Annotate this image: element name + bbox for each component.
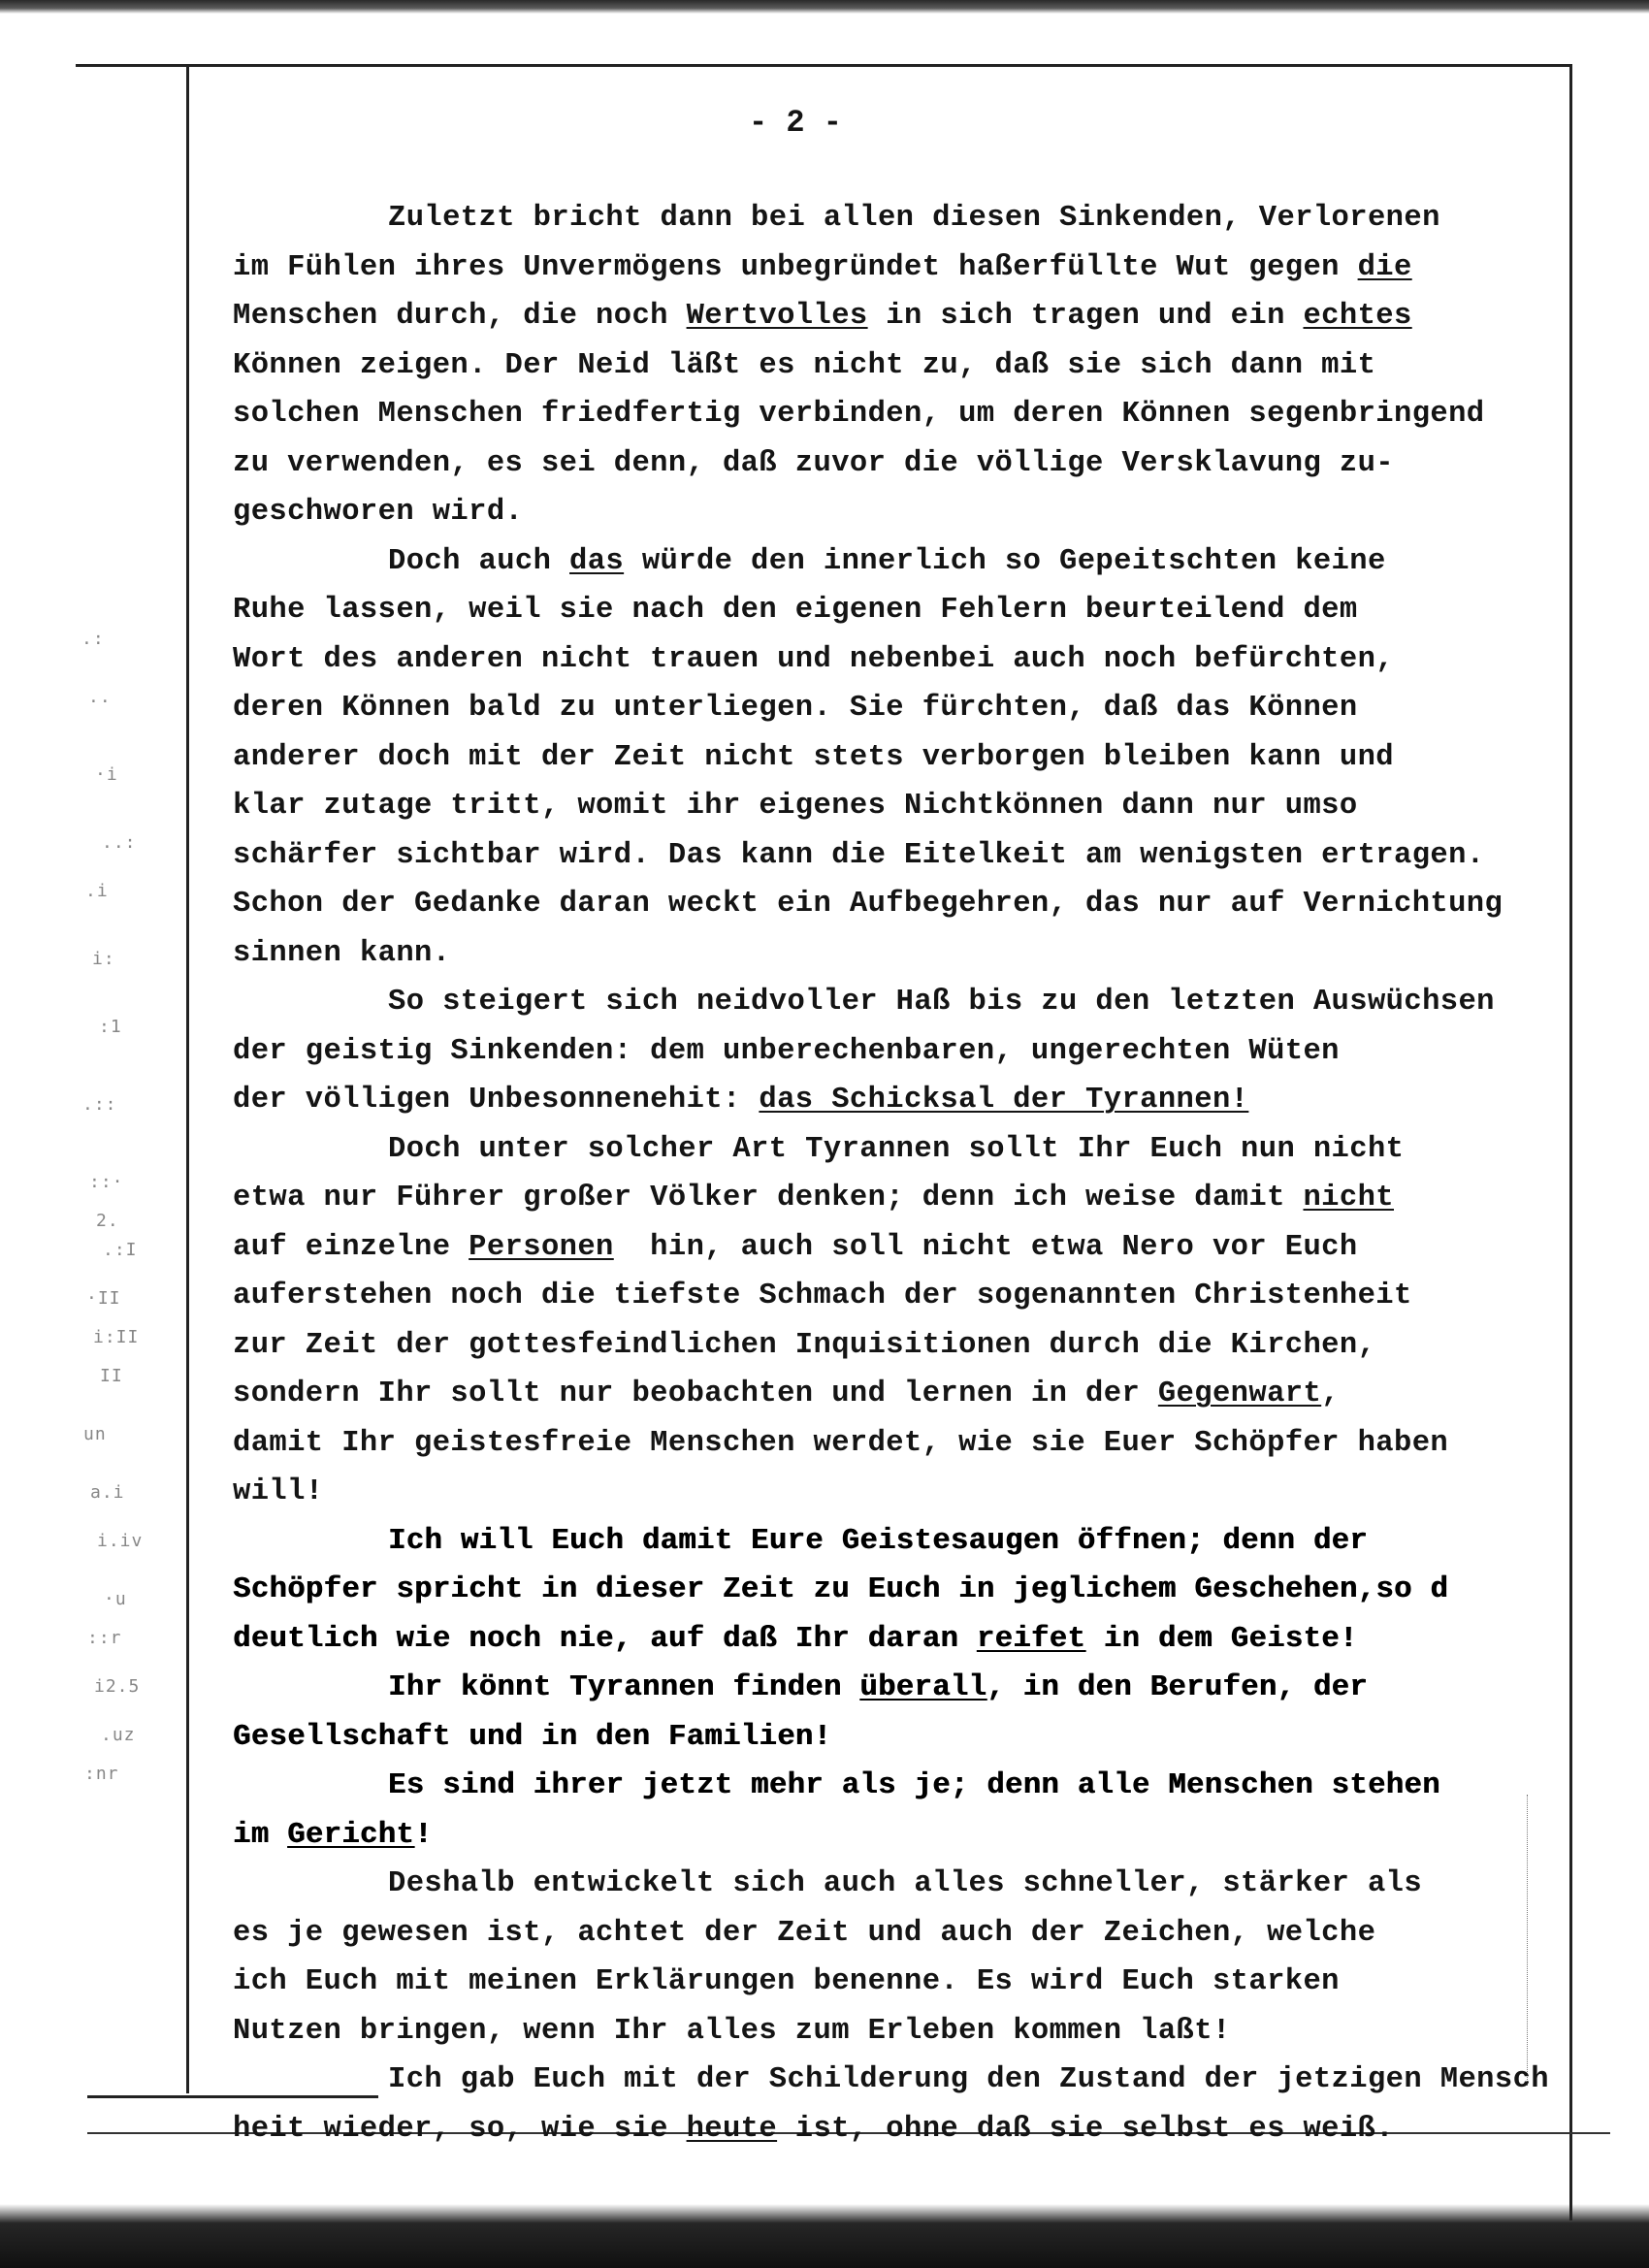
text-line <box>233 390 1542 439</box>
underlined-word: Wertvolles <box>686 300 868 333</box>
text-segment: sondern Ihr sollt nur beobachten und lernen in der <box>233 1377 1158 1410</box>
text-line <box>233 1517 1542 1567</box>
text-line <box>233 1762 1542 1811</box>
text-line <box>233 2007 1542 2057</box>
text-line <box>233 1713 1542 1763</box>
text-segment: zur Zeit der gottesfeindlichen Inquisitionen durch die Kirchen, <box>233 1328 1376 1362</box>
text-line <box>233 537 1542 587</box>
text-segment: Gesellschaft und in den Familien! <box>233 1720 832 1754</box>
text-segment: in dem Geiste! <box>1085 1622 1358 1656</box>
margin-mark: .:: <box>82 1094 117 1115</box>
text-segment: Zuletzt bricht dann bei allen diesen Sinkenden, Verlorenen <box>388 202 1440 235</box>
text-line <box>233 635 1542 685</box>
text-segment: ist, ohne daß sie selbst es weiß. <box>777 2112 1394 2146</box>
text-line <box>233 292 1542 341</box>
margin-mark: II <box>100 1366 123 1386</box>
text-segment: hin, auch soll nicht etwa Nero vor Euch <box>613 1230 1358 1264</box>
text-segment: Menschen durch, die noch <box>233 300 687 333</box>
text-line <box>233 1125 1542 1175</box>
margin-mark: a.i <box>90 1482 125 1503</box>
margin-mark: i.iv <box>97 1531 144 1551</box>
text-segment: Deshalb entwickelt sich auch alles schneller, stärker als <box>388 1867 1423 1900</box>
text-segment: Doch auch <box>388 544 570 578</box>
margin-mark: i2.5 <box>94 1676 141 1697</box>
text-line <box>233 1370 1542 1419</box>
underlined-word: die <box>1357 250 1412 284</box>
margin-mark: .. <box>88 687 112 707</box>
underlined-word: das <box>569 544 625 578</box>
margin-mark: :nr <box>84 1764 119 1784</box>
text-segment: Schöpfer spricht in dieser Zeit zu Euch in jeglichem Geschehen,so d <box>233 1573 1449 1606</box>
underlined-word: heute <box>686 2112 778 2146</box>
text-line <box>233 831 1542 881</box>
text-segment: schärfer sichtbar wird. Das kann die Eitelkeit am wenigsten ertragen. <box>233 838 1485 872</box>
text-segment: anderer doch mit der Zeit nicht stets verborgen bleiben kann und <box>233 740 1394 774</box>
margin-mark: .:I <box>103 1240 138 1260</box>
text-line <box>233 1419 1542 1469</box>
text-line <box>233 1664 1542 1713</box>
text-segment: geschworen wird. <box>233 496 524 529</box>
text-segment: Ich gab Euch mit der Schilderung den Zustand der jetzigen Mensch <box>388 2063 1549 2096</box>
text-line <box>233 1174 1542 1223</box>
text-segment: auf einzelne <box>233 1230 469 1264</box>
margin-mark: ·i <box>95 764 118 785</box>
text-line <box>233 341 1542 391</box>
underlined-word: reifet <box>976 1622 1086 1656</box>
margin-mark: .i <box>85 881 109 901</box>
text-segment: der völligen Unbesonnenehit: <box>233 1084 760 1117</box>
text-segment: deren Können bald zu unterliegen. Sie fürchten, daß das Können <box>233 692 1358 725</box>
text-segment: Ruhe lassen, weil sie nach den eigenen Fehlern beurteilend dem <box>233 594 1358 627</box>
text-line <box>233 1027 1542 1077</box>
text-line <box>233 488 1542 537</box>
margin-mark: .: <box>81 629 105 649</box>
underlined-word: überall <box>859 1671 987 1704</box>
margin-mark: :1 <box>99 1017 122 1037</box>
margin-mark: ·u <box>104 1589 127 1609</box>
text-line <box>233 880 1542 929</box>
underlined-word: das Schicksal der Tyrannen! <box>759 1084 1249 1117</box>
margin-mark: i:II <box>93 1327 140 1347</box>
text-segment: So steigert sich neidvoller Haß bis zu den letzten Auswüchsen <box>388 986 1495 1019</box>
text-segment: im Fühlen ihres Unvermögens unbegründet haßerfüllte Wut gegen <box>233 250 1358 284</box>
page-number: - 2 - <box>748 105 842 141</box>
text-segment: solchen Menschen friedfertig verbinden, um deren Können segenbringend <box>233 398 1485 431</box>
text-line <box>233 1468 1542 1517</box>
text-segment: deutlich wie noch nie, auf daß Ihr daran <box>233 1622 977 1656</box>
text-line <box>233 1272 1542 1321</box>
text-line <box>233 1566 1542 1615</box>
text-line <box>233 782 1542 831</box>
underlined-word: Gericht <box>287 1818 415 1852</box>
underlined-word: nicht <box>1303 1182 1394 1215</box>
text-segment: Wort des anderen nicht trauen und nebenbei auch noch befürchten, <box>233 642 1394 676</box>
text-segment: , <box>1321 1377 1340 1410</box>
text-line <box>233 2056 1549 2105</box>
text-segment: ! <box>414 1818 433 1852</box>
margin-mark: .uz <box>101 1725 136 1745</box>
text-segment: sinnen kann. <box>233 936 451 970</box>
margin-mark: 2. <box>96 1211 119 1231</box>
text-line <box>233 1860 1542 1909</box>
scan-bottom-edge <box>0 2204 1649 2268</box>
text-segment: Nutzen bringen, wenn Ihr alles zum Erleben kommen laßt! <box>233 2014 1231 2048</box>
margin-mark: un <box>83 1424 107 1444</box>
text-segment: Ich will Euch damit Eure Geistesaugen öffnen; denn der <box>388 1524 1368 1558</box>
underlined-word: echtes <box>1303 300 1412 333</box>
margin-mark: ::· <box>89 1172 124 1192</box>
text-line <box>233 1909 1542 1959</box>
text-segment: in sich tragen und ein <box>867 300 1304 333</box>
text-segment: etwa nur Führer großer Völker denken; denn ich weise damit <box>233 1182 1304 1215</box>
text-segment: heit wieder, so, wie sie <box>233 2112 687 2146</box>
text-line <box>233 978 1542 1027</box>
margin-mark: ..: <box>102 832 137 853</box>
text-line <box>233 1076 1542 1125</box>
text-line <box>233 586 1542 635</box>
text-segment: der geistig Sinkenden: dem unberechenbaren, ungerechten Wüten <box>233 1034 1340 1068</box>
text-segment: zu verwenden, es sei denn, daß zuvor die völlige Versklavung zu- <box>233 446 1394 480</box>
text-segment: klar zutage tritt, womit ihr eigenes Nichtkönnen dann nur umso <box>233 790 1358 823</box>
text-line <box>233 2105 1542 2155</box>
text-segment: ich Euch mit meinen Erklärungen benenne. Es wird Euch starken <box>233 1965 1340 1998</box>
document-body <box>233 194 1549 2154</box>
text-segment: , in den Berufen, der <box>986 1671 1368 1704</box>
margin-mark: ·II <box>86 1288 121 1309</box>
text-segment: Ihr könnt Tyrannen finden <box>388 1671 860 1704</box>
text-line <box>233 1321 1542 1371</box>
text-line <box>233 1811 1542 1861</box>
text-segment: im <box>233 1818 288 1852</box>
text-segment: Es sind ihrer jetzt mehr als je; denn alle Menschen stehen <box>388 1769 1440 1802</box>
text-line <box>233 929 1542 979</box>
text-segment: es je gewesen ist, achtet der Zeit und auch der Zeichen, welche <box>233 1916 1376 1950</box>
text-segment: würde den innerlich so Gepeitschten keine <box>624 544 1386 578</box>
margin-mark: i: <box>92 949 115 969</box>
left-margin-bleed-marks <box>81 631 169 2008</box>
underlined-word: Personen <box>469 1230 614 1264</box>
text-line <box>233 1223 1542 1273</box>
text-line <box>233 1615 1542 1665</box>
left-margin-rule <box>186 66 189 2093</box>
text-segment: Schon der Gedanke daran weckt ein Aufbegehren, das nur auf Vernichtung <box>233 888 1504 921</box>
text-segment: auferstehen noch die tiefste Schmach der sogenannten Christenheit <box>233 1280 1412 1312</box>
text-segment: damit Ihr geistesfreie Menschen werdet, wie sie Euer Schöpfer haben <box>233 1426 1449 1460</box>
text-line <box>233 1958 1542 2007</box>
text-line <box>233 733 1542 783</box>
text-line <box>233 684 1542 733</box>
underlined-word: Gegenwart <box>1157 1377 1322 1410</box>
text-segment: Können zeigen. Der Neid läßt es nicht zu, daß sie sich dann mit <box>233 348 1376 382</box>
text-segment: will! <box>233 1475 324 1508</box>
scan-top-edge <box>0 0 1649 14</box>
margin-mark: ::r <box>87 1628 122 1648</box>
text-line <box>233 243 1542 293</box>
text-segment: Doch unter solcher Art Tyrannen sollt Ihr Euch nun nicht <box>388 1132 1405 1166</box>
text-line <box>233 194 1542 243</box>
text-line <box>233 439 1542 489</box>
